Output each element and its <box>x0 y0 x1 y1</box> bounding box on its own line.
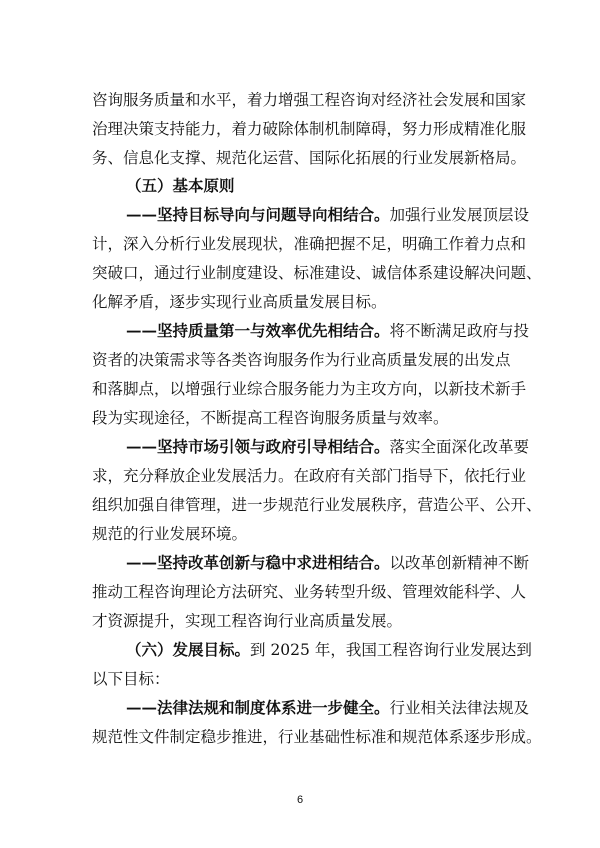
body-line <box>92 145 527 171</box>
principle-title: ——坚持改革创新与稳中求进相结合。 <box>126 553 390 572</box>
body-line <box>92 289 512 315</box>
principle-title: ——坚持目标导向与问题导向相结合。 <box>126 205 390 224</box>
principle-line <box>126 550 530 576</box>
body-line <box>92 608 512 634</box>
line-text: 资者的决策需求等各类咨询服务作为行业高质量发展的出发点 <box>92 351 511 369</box>
body-line <box>92 724 542 750</box>
line-text: 加强行业发展顶层设 <box>389 206 530 224</box>
section-line-development-goals <box>126 637 532 663</box>
body-line <box>92 521 512 547</box>
section-title: （六）发展目标。 <box>126 640 251 659</box>
line-text: 化解矛盾，逐步实现行业高质量发展目标。 <box>92 293 387 311</box>
body-line <box>92 87 527 113</box>
page-number: 6 <box>296 794 304 806</box>
body-line <box>92 579 527 605</box>
principle-line <box>126 202 530 228</box>
body-line <box>92 116 527 142</box>
body-line <box>92 492 542 518</box>
principle-title: ——坚持市场引领与政府引导相结合。 <box>126 437 390 456</box>
line-text: 务、信息化支撑、规范化运营、国际化拓展的行业发展新格局。 <box>92 149 527 167</box>
line-text: 咨询服务质量和水平，着力增强工程咨询对经济社会发展和国家 <box>92 91 527 109</box>
line-text: 将不断满足政府与投 <box>389 322 530 340</box>
line-text: 求，充分释放企业发展活力。在政府有关部门指导下，依托行业 <box>92 467 527 485</box>
principle-title: ——坚持质量第一与效率优先相结合。 <box>126 321 390 340</box>
line-text: 规范的行业发展环境。 <box>92 525 248 543</box>
line-text: 才资源提升，实现工程咨询行业高质量发展。 <box>92 612 403 630</box>
line-text: 以改革创新精神不断 <box>389 554 530 572</box>
line-text: 计，深入分析行业发展现状，准确把握不足，明确工作着力点和 <box>92 235 527 253</box>
principle-line <box>126 434 530 460</box>
body-line <box>92 405 512 431</box>
goal-line <box>126 695 530 721</box>
principle-line <box>126 318 530 344</box>
line-text: 行业相关法律法规及 <box>389 699 530 717</box>
line-text: 组织加强自律管理，进一步规范行业发展秩序，营造公平、公开、 <box>92 496 542 514</box>
section-heading-basic-principles <box>126 173 512 199</box>
line-text: 段为实现途径，不断提高工程咨询服务质量与效率。 <box>92 409 449 427</box>
line-text: 治理决策支持能力，着力破除体制机制障碍，努力形成精准化服 <box>92 120 527 138</box>
line-text: 规范性文件制定稳步推进，行业基础性标准和规范体系逐步形成。 <box>92 728 542 746</box>
body-line <box>92 376 527 402</box>
body-line <box>92 347 512 373</box>
heading-text: （五）基本原则 <box>126 176 235 195</box>
line-text: 突破口，通过行业制度建设、标准建设、诚信体系建设解决问题、 <box>92 264 542 282</box>
body-line <box>92 231 527 257</box>
line-text: 落实全面深化改革要 <box>389 438 530 456</box>
line-text: 和落脚点，以增强行业综合服务能力为主攻方向，以新技术新手 <box>92 380 527 398</box>
line-text: 推动工程咨询理论方法研究、业务转型升级、管理效能科学、人 <box>92 583 527 601</box>
goal-title: ——法律法规和制度体系进一步健全。 <box>126 698 390 717</box>
body-line <box>92 463 527 489</box>
line-text: 以下目标： <box>92 670 170 688</box>
body-line <box>92 666 512 692</box>
body-line <box>92 260 542 286</box>
line-text: 到 2025 年，我国工程咨询行业发展达到 <box>250 641 532 659</box>
